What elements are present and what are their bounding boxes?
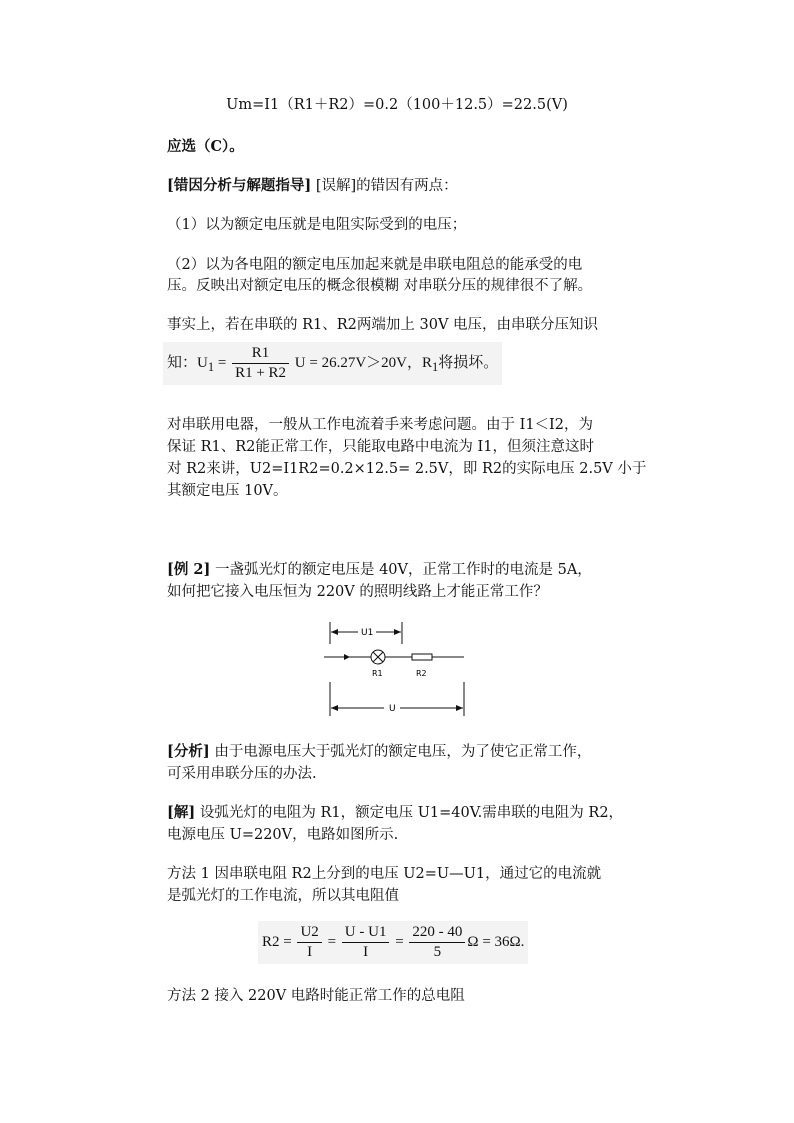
solution-line-1: [解] 设弧光灯的电阻为 R1，额定电压 U1=40V.需串联的电阻为 R2， <box>167 804 624 821</box>
formula-lead: 知：U <box>167 354 208 371</box>
error-point-1: （1）以为额定电压就是电阻实际受到的电压； <box>167 217 467 233</box>
error-analysis-heading <box>167 176 458 196</box>
analysis-label: [分析] <box>167 743 210 760</box>
fraction-denominator: R1 + R2 <box>235 365 287 381</box>
u1-label: U1 <box>361 628 374 638</box>
resistance-formula: R2 = $\frac{U2}{I}$ = $\frac{U - U1}{I}$ = $\frac{220 - 40}{5}$ Ω = 36Ω. <box>258 921 528 964</box>
paragraph-line: 对串联用电器，一般从工作电流着手来考虑问题。由于 I1＜I2，为 <box>167 417 594 433</box>
method-2-line: 方法 2 接入 220V 电路时能正常工作的总电阻 <box>167 988 465 1004</box>
resistor-r2-symbol <box>412 654 432 660</box>
fraction-u2-over-i: $\frac{U2}{I}$ <box>297 923 321 962</box>
circuit-diagram <box>320 618 480 720</box>
solution-label: [解] <box>167 804 196 821</box>
divider-fraction <box>232 344 289 383</box>
error-analysis-label: [错因分析与解题指导] <box>167 177 312 194</box>
formula-r2-lead: R2 = <box>262 933 296 950</box>
fact-paragraph: 事实上，若在串联的 R1、R2两端加上 30V 电压，由串联分压知识 <box>167 317 599 333</box>
method-1-line-2: 是弧光灯的工作电流，所以其电阻值 <box>167 888 399 904</box>
method-1-line-1: 方法 1 因串联电阻 R2上分到的电压 U2=U—U1，通过它的电流就 <box>167 866 602 882</box>
formula-conclusion: 将损坏。 <box>438 354 499 371</box>
total-voltage-equation: Um=I1（R1＋R2）=0.2（100＋12.5）=22.5(V) <box>226 97 568 113</box>
paragraph-line: 对 R2来讲，U2=I1R2=0.2×12.5= 2.5V，即 R2的实际电压 2.5V 小于 <box>167 461 647 477</box>
paragraph-line: 保证 R1、R2能正常工作，只能取电路中电流为 I1，但须注意这时 <box>167 439 594 455</box>
formula-result: U = 26.27V＞20V，R <box>291 354 433 371</box>
answer-line: 应选（C）。 <box>167 138 244 155</box>
formula-r2-result: Ω = 36Ω. <box>467 933 525 950</box>
example-2-line-1: [例 2] 一盏弧光灯的额定电压是 40V，正常工作时的电流是 5A， <box>167 561 592 578</box>
example-2-line-2: 如何把它接入电压恒为 220V 的照明线路上才能正常工作？ <box>167 584 548 600</box>
fraction-numerator: R1 <box>232 344 289 364</box>
r2-label: R2 <box>416 669 427 678</box>
analysis-line-2: 可采用串联分压的办法. <box>167 766 317 782</box>
fraction-u-minus-u1-over-i: $\frac{U - U1}{I}$ <box>342 923 390 962</box>
example-2-label: [例 2] <box>167 561 211 578</box>
r1-label: R1 <box>372 669 383 678</box>
error-point-2-line-2: 压。反映出对额定电压的概念很模糊 对串联分压的规律很不了解。 <box>167 278 593 294</box>
u-label: U <box>389 704 396 714</box>
solution-line-2: 电源电压 U=220V，电路如图所示. <box>167 827 399 843</box>
fraction-numeric: $\frac{220 - 40}{5}$ <box>409 923 465 962</box>
analysis-line-1: [分析] 由于电源电压大于弧光灯的额定电压，为了使它正常工作， <box>167 743 592 760</box>
formula-u1-subscript: 1 <box>207 359 215 374</box>
error-analysis-intro: [误解]的错因有两点： <box>311 178 458 194</box>
voltage-divider-formula: 知：$U_1$ = $\frac{R1}{R1 + R2}$ U = 26.27V＞20V，$R_1$将损坏。 <box>163 342 502 385</box>
error-point-2-line-1: （2）以为各电阻的额定电压加起来就是串联电阻总的能承受的电 <box>167 257 583 273</box>
paragraph-line: 其额定电压 10V。 <box>167 483 288 499</box>
